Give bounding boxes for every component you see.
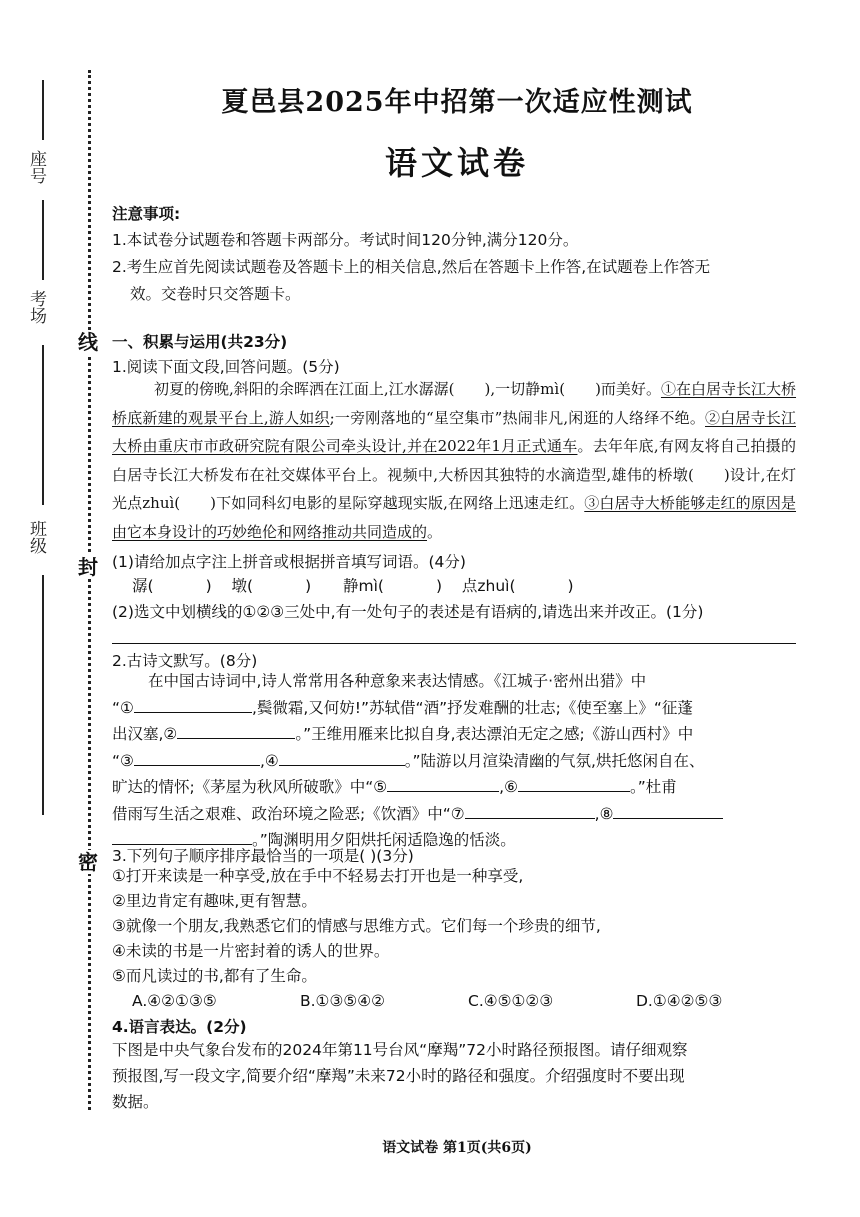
q4-text: 下图是中央气象台发布的2024年第11号台风“摩羯”72小时路径预报图。请仔细观察 预报图,写一段文字,简要介绍“摩羯”未来72小时的路径和强度。介绍强度时不要出现 数据。 bbox=[112, 1041, 688, 1111]
q3-option-b[interactable]: B.①③⑤④② bbox=[300, 992, 386, 1010]
q1-sub1: (1)请给加点字注上拼音或根据拼音填写词语。(4分) bbox=[112, 553, 466, 571]
q1-passage: 初夏的傍晚,斜阳的余晖洒在江面上,江水潺潺( ),一切静mì( )而美好。①在白居寺长江大桥桥底新建的观景平台上,游人如织;一旁刚落地的“星空集市”热闹非凡,闲逛的人络绎不绝。②白居寺长江大桥由重庆市市政研究院有限公司牵头设计,并在2022年1月正式通车。去年年底,有网友将自己拍摄的白居寺长江大桥发布在社交媒体平台上。视频中,大桥因其独特的水滴造型,雄伟的桥墩( )设计,在灯光点zhuì( )下如同科幻电影的星际穿越现实版,在网络上迅速走红。③白居寺大桥能够走红的原因是由它本身设计的巧妙绝伦和网络推动共同造成的。 bbox=[112, 380, 797, 541]
exam-subtitle: 语文试卷 bbox=[384, 144, 529, 182]
seat-number-line bbox=[42, 80, 44, 140]
q3-stem: 3.下列句子顺序排序最恰当的一项是( )(3分) bbox=[112, 847, 414, 865]
q2-blank-2[interactable] bbox=[177, 722, 295, 739]
q3-sentence-5: ⑤而凡读过的书,都有了生命。 bbox=[112, 967, 317, 985]
seal-char-seal: 封 bbox=[78, 555, 98, 579]
section-heading: 一、积累与运用(共23分) bbox=[112, 333, 288, 351]
q3-sentence-4: ④未读的书是一片密封着的诱人的世界。 bbox=[112, 942, 390, 960]
seal-char-secret: 密 bbox=[78, 850, 98, 874]
notice-item-2-cont: 效。交卷时只交答题卡。 bbox=[130, 285, 301, 303]
q3-option-c[interactable]: C.④⑤①②③ bbox=[468, 992, 554, 1010]
q2-blank-8-cont[interactable] bbox=[112, 828, 252, 845]
q2-blank-6[interactable] bbox=[518, 775, 630, 792]
exam-room-line bbox=[42, 200, 44, 280]
class-label: 班级 bbox=[26, 520, 46, 554]
q2-blank-7[interactable] bbox=[465, 802, 595, 819]
q2-blank-3[interactable] bbox=[134, 749, 260, 766]
q2-stem: 2.古诗文默写。(8分) bbox=[112, 652, 258, 670]
q2-passage: 在中国古诗词中,诗人常常用各种意象来表达情感。《江城子·密州出猎》中 “① ,鬓微霜,又何妨!”苏轼借“酒”抒发难酬的壮志;《使至塞上》“征蓬 出汉塞,② 。”王维用雁来比拟自身,表达漂泊无定之感;《游山西村》中 “③ ,④ 。”陆游以月渲染清幽的气氛,烘托悠闲自在、 旷达的情怀;《茅屋为秋风所破歌》中“⑤ ,⑥ 。”杜甫 借雨写生活之艰难、政治环境之险恶;《饮酒》中“⑦ ,⑧ 。”陶渊明用夕阳烘托闲适隐逸的恬淡。 bbox=[112, 668, 796, 854]
q4-stem: 4.语言表达。(2分) bbox=[112, 1018, 247, 1036]
q3-sentence-2: ②里边肯定有趣味,更有智慧。 bbox=[112, 892, 317, 910]
q2-blank-4[interactable] bbox=[279, 749, 405, 766]
notice-item-2: 2.考生应首先阅读试题卷及答题卡上的相关信息,然后在答题卡上作答,在试题卷上作答无 bbox=[112, 258, 711, 276]
q1-underlined-sentence-2: ②白居寺长江大桥由重庆市市政研究院有限公司牵头设计,并在2022年1月正式通车 bbox=[112, 408, 796, 455]
class-line bbox=[42, 345, 44, 505]
q3-option-a[interactable]: A.④②①③⑤ bbox=[132, 992, 217, 1010]
q2-blank-8[interactable] bbox=[613, 802, 723, 819]
q1-sub2: (2)选文中划横线的①②③三处中,有一处句子的表述是有语病的,请选出来并改正。(1分) bbox=[112, 603, 704, 621]
notice-item-1: 1.本试卷分试题卷和答题卡两部分。考试时间120分钟,满分120分。 bbox=[112, 231, 579, 249]
q3-options bbox=[132, 992, 804, 1011]
notice-heading: 注意事项: bbox=[112, 205, 181, 223]
q1-underlined-sentence-3: ③白居寺大桥能够走红的原因是由它本身设计的巧妙绝伦和网络推动共同造成的 bbox=[112, 494, 797, 541]
q2-blank-1[interactable] bbox=[134, 696, 252, 713]
binding-margin bbox=[0, 0, 98, 1217]
seal-dotted-line bbox=[88, 70, 91, 1110]
name-line bbox=[42, 575, 44, 815]
q3-option-d[interactable]: D.①④②⑤③ bbox=[636, 992, 723, 1010]
q1-answer-line[interactable] bbox=[112, 643, 796, 644]
seat-number-label: 座号 bbox=[26, 150, 46, 184]
q3-sentence-1: ①打开来读是一种享受,放在手中不轻易去打开也是一种享受, bbox=[112, 867, 524, 885]
seal-char-line: 线 bbox=[78, 330, 98, 354]
page-footer: 语文试卷 第1页(共6页) bbox=[382, 1140, 532, 1156]
q1-stem: 1.阅读下面文段,回答问题。(5分) bbox=[112, 358, 340, 376]
exam-title: 夏邑县2025年中招第一次适应性测试 bbox=[221, 87, 693, 118]
q3-sentence-3: ③就像一个朋友,我熟悉它们的情感与思维方式。它们每一个珍贵的细节, bbox=[112, 917, 601, 935]
q1-underlined-sentence-1: ①在白居寺长江大桥桥底新建的观景平台上,游人如织 bbox=[112, 380, 797, 427]
q3-sentences bbox=[112, 864, 796, 989]
q2-blank-5[interactable] bbox=[387, 775, 499, 792]
exam-room-label: 考场 bbox=[26, 290, 46, 324]
q1-sub1-blanks: 潺( ) 墩( ) 静mì( ) 点zhuì( ) bbox=[132, 577, 574, 595]
